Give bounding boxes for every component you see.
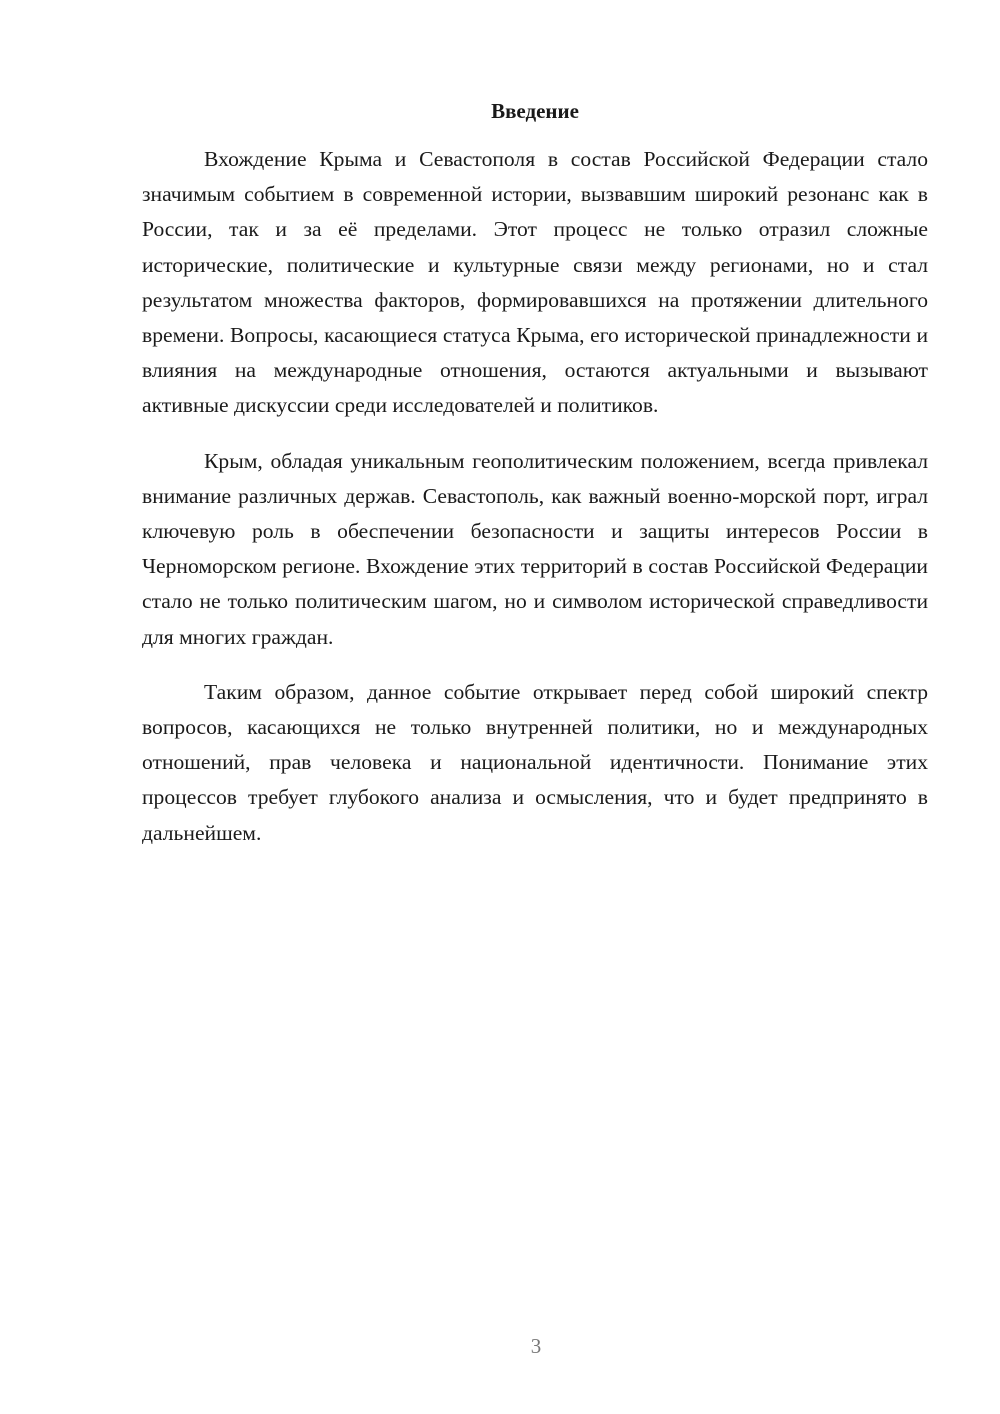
paragraph-1: Вхождение Крыма и Севастополя в состав Российской Федерации стало значимым событием в современной истории, вызвавшим широкий резонанс как в России, так и за её пределами. Этот процесс не только отразил сложные исторические, политические и культурные связи между регионами, но и стал результатом множества факторов, формировавшихся на протяжении длительного времени. Вопросы, касающиеся статуса Крыма, его исторической принадлежности и влияния на международные отношения, остаются актуальными и вызывают активные дискуссии среди исследователей и политиков. — [142, 147, 928, 418]
page-number: 3 — [530, 1334, 542, 1358]
paragraph-3: Таким образом, данное событие открывает перед собой широкий спектр вопросов, касающихся не только внутренней политики, но и международных отношений, прав человека и национальной идентичности. Понимание этих процессов требует глубокого анализа и осмысления, что и будет предпринято в дальнейшем. — [142, 679, 928, 845]
paragraph-2: Крым, обладая уникальным геополитическим положением, всегда привлекал внимание различных держав. Севастополь, как важный военно-морской порт, играл ключевую роль в обеспечении безопасности и защиты интересов России в Черноморском регионе. Вхождение этих территорий в состав Российской Федерации стало не только политическим шагом, но и символом исторической справедливости для многих граждан. — [142, 448, 928, 649]
page-title: Введение — [491, 99, 579, 123]
document-body — [142, 142, 928, 871]
